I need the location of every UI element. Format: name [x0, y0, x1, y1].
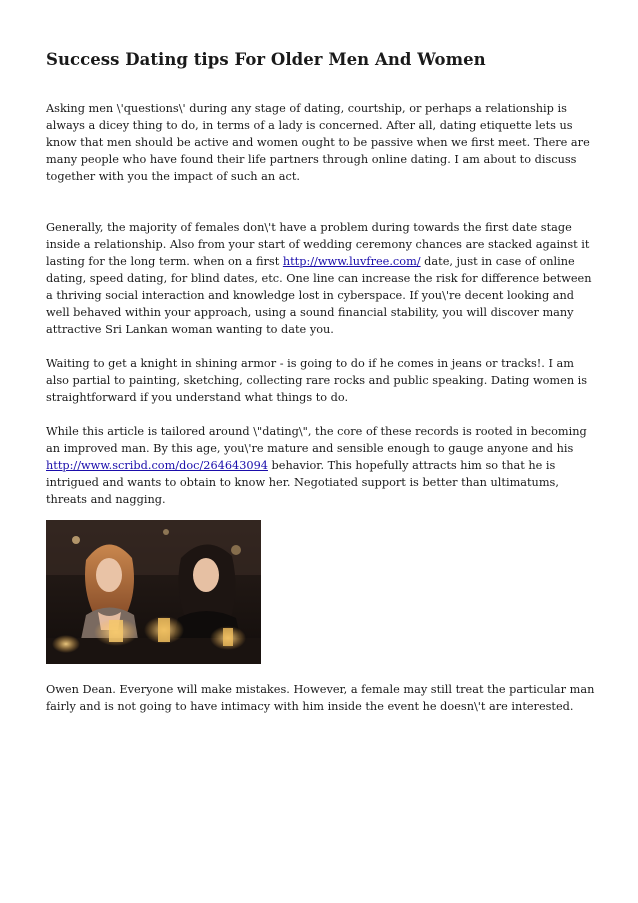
paragraph-spacer	[46, 185, 598, 219]
luvfree-link[interactable]: http://www.luvfree.com/	[282, 255, 421, 268]
scribd-link[interactable]: http://www.scribd.com/doc/264643094	[46, 459, 268, 472]
paragraph-spacer	[46, 338, 598, 355]
paragraph-tailored	[46, 423, 598, 508]
paragraph-text: While this article is tailored around \"dating\", the core of these records is rooted in becoming an improved man. By this age, you\'re mature and sensible enough to gauge anyone and his	[46, 425, 587, 455]
paragraph-spacer	[46, 406, 598, 423]
paragraph-intro: Asking men \'questions\' during any stage of dating, courtship, or perhaps a relationship is always a dicey thing to do, in terms of a lady is concerned. After all, dating etiquette lets us know that men should be active and women ought to be passive when we first meet. There are many people who have found their life partners through online dating. I am about to discuss together with you the impact of such an act.	[46, 102, 590, 183]
paragraph-text: Generally, the majority of females don\'t have a problem during towards the first date stage inside a relationship. Also from your start of wedding ceremony chances are stacked against it lasting for the long term. when on a first	[46, 221, 590, 268]
article-title: Success Dating tips For Older Men And Women	[46, 50, 486, 69]
paragraph-generally	[46, 219, 598, 338]
paragraph-knight: Waiting to get a knight in shining armor - is going to do if he comes in jeans or tracks!. I am also partial to painting, sketching, collecting rare rocks and public speaking. Dating women is straightforward if you understand what things to do.	[46, 357, 588, 404]
paragraph-owen: Owen Dean. Everyone will make mistakes. However, a female may still treat the particular man fairly and is not going to have intimacy with him inside the event he doesn\'t are interested.	[46, 683, 595, 713]
paragraph-text: date, just in case of online dating, speed dating, for blind dates, etc. One line can increase the risk for difference between a thriving social interaction and knowledge lost in cyberspace. If you\'re decent looking and well behaved within your approach, using a sound financial stability, you will discover many attractive Sri Lankan woman wanting to date you.	[46, 255, 592, 336]
article-photo	[46, 520, 261, 664]
paragraph-text: behavior. This hopefully attracts him so that he is intrigued and wants to obtain to know her. Negotiated support is better than ultimatums, threats and nagging.	[46, 459, 559, 506]
